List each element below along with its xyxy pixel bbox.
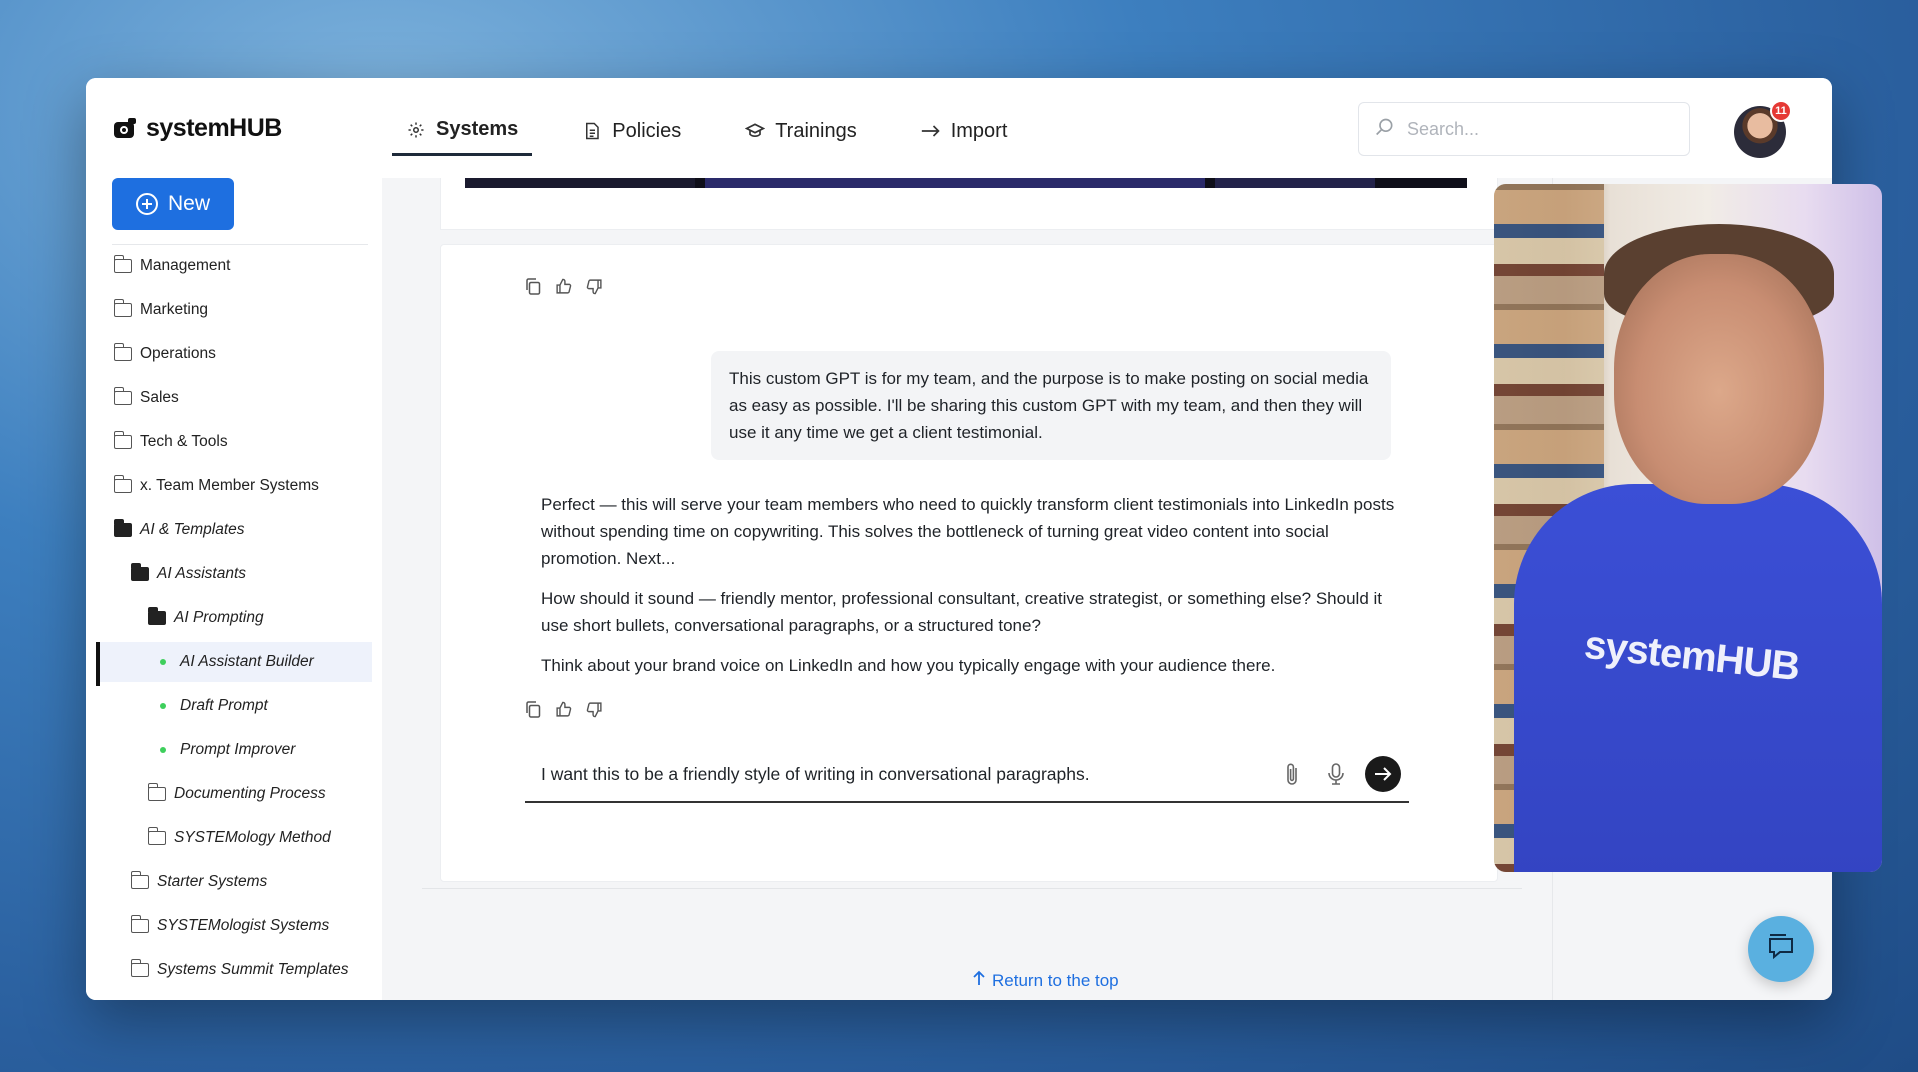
sidebar-item-draft-prompt[interactable]: [160, 686, 268, 726]
sidebar-item-label: AI & Templates: [140, 521, 245, 538]
brand-name: systemHUB: [146, 114, 282, 142]
folder-icon: [131, 963, 149, 977]
main-content: [382, 178, 1552, 1000]
sidebar-item-label: SYSTEMology Method: [174, 829, 331, 846]
sidebar-item-label: Documenting Process: [174, 785, 326, 802]
sidebar-item-ai-assistant-builder[interactable]: [100, 642, 372, 682]
top-header: [86, 78, 1832, 178]
copy-icon[interactable]: [523, 700, 542, 719]
thumbs-up-icon[interactable]: [554, 277, 573, 296]
sidebar-divider: [112, 244, 368, 245]
copy-icon[interactable]: [523, 277, 542, 296]
webcam-overlay: [1494, 184, 1882, 872]
selected-indicator: [96, 642, 100, 686]
sidebar-item-label: AI Assistant Builder: [180, 653, 314, 670]
nav-trainings[interactable]: [731, 108, 871, 156]
folder-open-icon: [114, 523, 132, 537]
folder-icon: [148, 831, 166, 845]
message-composer: [525, 747, 1409, 803]
folder-open-icon: [148, 611, 166, 625]
user-message-bubble: This custom GPT is for my team, and the purpose is to make posting on social media as easy as possible. I'll be sharing this custom GPT with my team, and then they will use it any time we get a client testimonial.: [711, 351, 1391, 460]
assistant-message: [541, 491, 1401, 692]
folder-icon: [114, 479, 132, 493]
sidebar-item-label: Marketing: [140, 301, 209, 318]
folder-icon: [114, 391, 132, 405]
folder-icon: [114, 303, 132, 317]
return-to-top-label: Return to the top: [992, 970, 1119, 990]
thumbs-up-icon[interactable]: [554, 700, 573, 719]
folder-icon: [114, 435, 132, 449]
assistant-paragraph: How should it sound — friendly mentor, professional consultant, creative strategist, or something else? Should it use short bullets, conversational paragraphs, or a structured tone?: [541, 589, 1382, 635]
sidebar-item-ai-prompting[interactable]: [148, 598, 264, 638]
search-box[interactable]: [1358, 102, 1690, 156]
chat-panel: [440, 244, 1498, 882]
nav-systems[interactable]: [392, 108, 532, 156]
main-nav: [392, 108, 1057, 156]
folder-open-icon: [131, 567, 149, 581]
sidebar-item-label: Tech & Tools: [140, 433, 228, 450]
new-button[interactable]: [112, 178, 234, 230]
sidebar-item-team-member-systems[interactable]: [114, 466, 319, 506]
sidebar-item-label: AI Prompting: [174, 609, 264, 626]
folder-icon: [131, 919, 149, 933]
assistant-message-actions: [523, 700, 604, 719]
sidebar-item-label: x. Team Member Systems: [140, 477, 319, 494]
sidebar-item-label: Systems Summit Templates: [157, 961, 349, 978]
paperclip-icon[interactable]: [1277, 759, 1307, 789]
document-icon: [582, 121, 602, 141]
return-to-top-link[interactable]: [972, 970, 1119, 991]
user-avatar[interactable]: [1734, 106, 1786, 158]
folder-icon: [148, 787, 166, 801]
sidebar-item-management[interactable]: [114, 246, 230, 286]
sidebar-item-ai-templates[interactable]: [114, 510, 245, 550]
sidebar-item-label: Prompt Improver: [180, 741, 296, 758]
status-dot: [160, 659, 166, 665]
nav-policies[interactable]: [568, 108, 695, 156]
sidebar-item-starter-systems[interactable]: [131, 862, 267, 902]
sidebar-item-label: Management: [140, 257, 231, 274]
thumbs-down-icon[interactable]: [585, 700, 604, 719]
sidebar-item-label: Starter Systems: [157, 873, 268, 890]
sidebar-item-label: Draft Prompt: [180, 697, 268, 714]
previous-message-panel: [440, 178, 1498, 230]
sidebar-item-marketing[interactable]: [114, 290, 208, 330]
section-divider: [422, 888, 1522, 889]
brand-logo[interactable]: [112, 114, 282, 143]
sidebar-item-prompt-improver[interactable]: [160, 730, 295, 770]
folder-icon: [131, 875, 149, 889]
notification-badge: 11: [1770, 100, 1792, 122]
sidebar-item-label: Sales: [140, 389, 179, 406]
nav-trainings-label: Trainings: [775, 119, 857, 142]
sidebar-item-operations[interactable]: [114, 334, 216, 374]
presenter-shirt: [1514, 484, 1882, 872]
plus-circle-icon: [136, 193, 158, 215]
arrow-up-icon: [972, 970, 986, 991]
message-actions: [523, 277, 604, 296]
logo-icon: [112, 116, 138, 142]
thumbs-down-icon[interactable]: [585, 277, 604, 296]
arrow-right-icon: [921, 121, 941, 141]
graduation-cap-icon: [745, 121, 765, 141]
microphone-icon[interactable]: [1321, 759, 1351, 789]
sidebar-item-label: AI Assistants: [157, 565, 247, 582]
nav-import-label: Import: [950, 119, 1008, 142]
sidebar-item-ai-assistants[interactable]: [131, 554, 246, 594]
assistant-paragraph: Think about your brand voice on LinkedIn and how you typically engage with your audience there.: [541, 656, 1276, 675]
chat-bubble-icon: [1766, 933, 1796, 966]
sidebar-item-tech-tools[interactable]: [114, 422, 228, 462]
send-button[interactable]: [1365, 756, 1401, 792]
sidebar-item-systemologist-systems[interactable]: [131, 906, 329, 946]
sidebar-item-label: SYSTEMologist Systems: [157, 917, 330, 934]
sidebar-item-label: Operations: [140, 345, 216, 362]
shirt-logo-text: systemHUB: [1582, 622, 1802, 690]
folder-icon: [114, 347, 132, 361]
sidebar-item-systems-summit-templates[interactable]: [131, 950, 349, 990]
assistant-paragraph: Perfect — this will serve your team members who need to quickly transform client testimonials into LinkedIn posts without spending time on copywriting. This solves the bottleneck of turning great video content into social promotion. Next...: [541, 495, 1395, 568]
nav-systems-label: Systems: [436, 118, 519, 140]
new-button-label: New: [167, 192, 210, 215]
support-chat-button[interactable]: [1748, 916, 1814, 982]
video-thumbnail-strip: [465, 178, 1467, 188]
search-input[interactable]: [1407, 119, 1667, 140]
presenter-face: [1614, 254, 1824, 504]
sidebar-item-sales[interactable]: [114, 378, 179, 418]
nav-import[interactable]: [907, 108, 1022, 156]
status-dot: [160, 703, 166, 709]
gear-icon: [406, 120, 426, 140]
sidebar-item-documenting-process[interactable]: [148, 774, 326, 814]
message-input[interactable]: [525, 764, 1263, 785]
folder-icon: [114, 259, 132, 273]
search-icon: [1375, 117, 1395, 142]
sidebar-item-systemology-method[interactable]: [148, 818, 331, 858]
nav-policies-label: Policies: [612, 119, 682, 142]
status-dot: [160, 747, 166, 753]
